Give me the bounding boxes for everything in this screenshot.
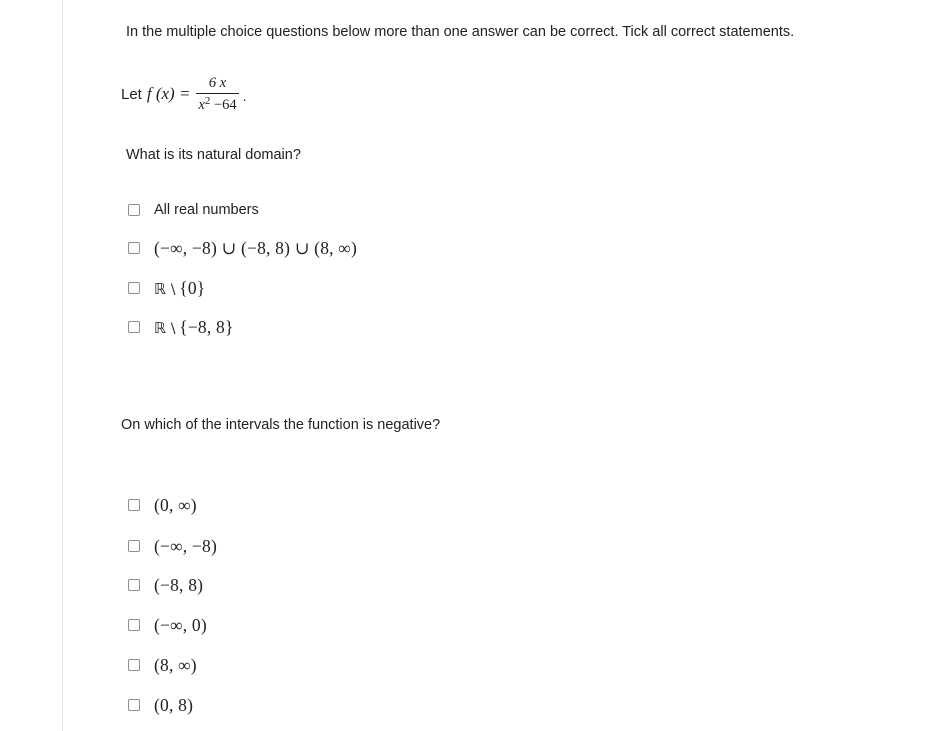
function-period: . [242, 88, 247, 104]
option-label: (0, 8) [154, 694, 194, 715]
option-label: (0, ∞) [154, 494, 197, 515]
q2-option-6[interactable] [128, 694, 193, 716]
checkbox[interactable] [128, 540, 140, 552]
denominator-base: x [198, 96, 205, 113]
function-def-label: Let [121, 85, 142, 103]
set-rest: {0} [179, 277, 206, 298]
checkbox[interactable] [128, 659, 140, 671]
q1-option-2[interactable] [128, 237, 357, 259]
option-label: (−∞, 0) [154, 614, 207, 635]
option-label [154, 317, 234, 338]
fraction-numerator: 6 x [208, 74, 227, 91]
checkbox[interactable] [128, 282, 140, 294]
checkbox[interactable] [128, 579, 140, 591]
reals-symbol: ℝ [154, 279, 167, 298]
denominator-exponent: 2 [204, 94, 211, 107]
q2-option-2[interactable] [128, 535, 217, 557]
fraction-denominator [196, 93, 238, 114]
denominator-rest: −64 [210, 96, 237, 113]
checkbox[interactable] [128, 699, 140, 711]
question-2-text: On which of the intervals the function is negative? [121, 417, 441, 433]
setminus-symbol: ∖ [168, 282, 178, 298]
q1-option-1[interactable] [128, 199, 259, 221]
checkbox[interactable] [128, 242, 140, 254]
left-divider [62, 0, 63, 731]
q1-option-4[interactable] [128, 316, 234, 338]
setminus-symbol: ∖ [168, 321, 178, 337]
q2-option-1[interactable] [128, 494, 197, 516]
function-lhs: f (x) = [146, 84, 191, 103]
q2-option-3[interactable] [128, 574, 203, 596]
function-fraction [196, 75, 238, 114]
checkbox[interactable] [128, 321, 140, 333]
option-label [154, 278, 205, 299]
checkbox[interactable] [128, 619, 140, 631]
option-label: All real numbers [154, 202, 259, 218]
set-rest: {−8, 8} [179, 316, 234, 337]
q2-option-5[interactable] [128, 654, 197, 676]
checkbox[interactable] [128, 204, 140, 216]
function-definition [121, 72, 247, 116]
instructions-text: In the multiple choice questions below more than one answer can be correct. Tick all correct statements. [126, 24, 795, 40]
option-label: (8, ∞) [154, 654, 197, 675]
q1-option-3[interactable] [128, 277, 205, 299]
option-label: (−∞, −8) [154, 535, 217, 556]
reals-symbol: ℝ [154, 318, 167, 337]
option-label: (−∞, −8) ∪ (−8, 8) ∪ (8, ∞) [154, 237, 358, 258]
q2-option-4[interactable] [128, 614, 207, 636]
checkbox[interactable] [128, 499, 140, 511]
option-label: (−8, 8) [154, 574, 204, 595]
question-1-text: What is its natural domain? [126, 147, 301, 163]
